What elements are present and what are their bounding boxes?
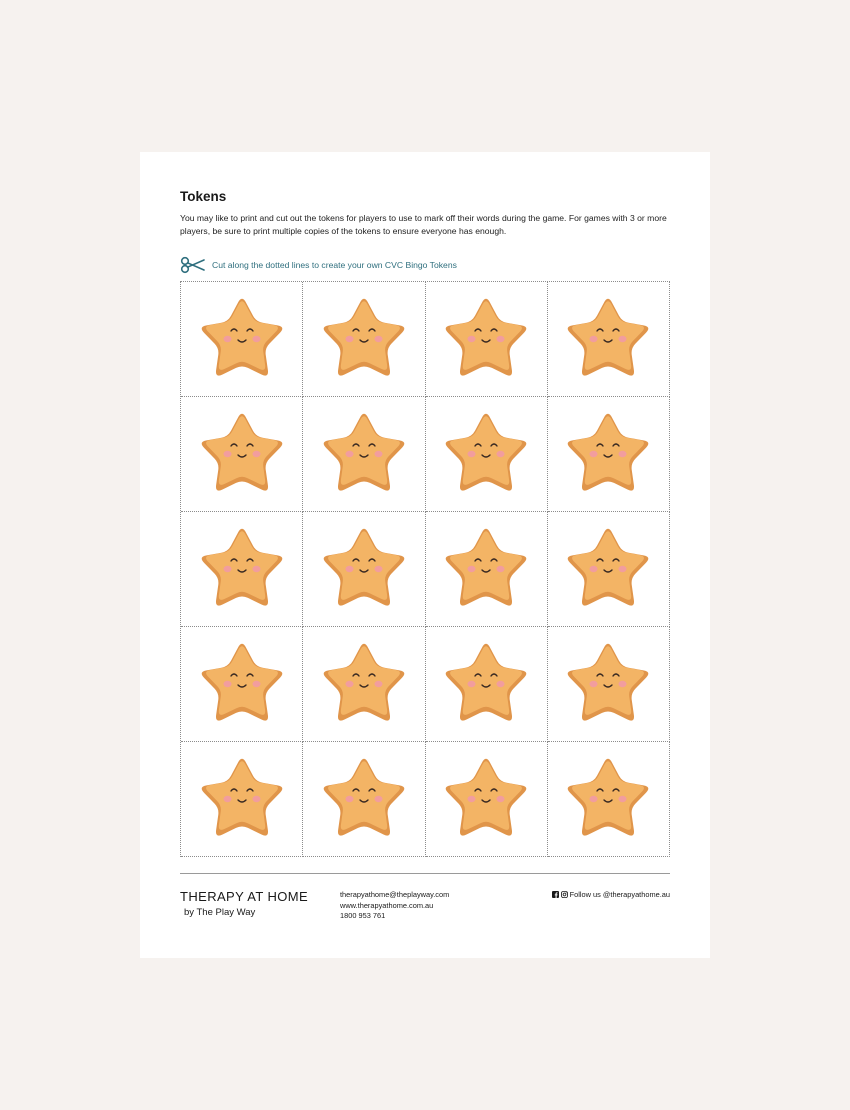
smiling-star-icon: [560, 754, 656, 844]
token-grid: [180, 281, 670, 857]
contact-phone: 1800 953 761: [340, 911, 386, 920]
token-cell: [181, 397, 303, 512]
token-cell: [548, 627, 670, 742]
token-cell: [426, 627, 548, 742]
intro-text: You may like to print and cut out the tokens for players to use to mark off their words during the game. For games with 3 or more players, be sure to print multiple copies of the tokens to ensure everyone has enough.: [180, 213, 667, 236]
footer-divider: [180, 873, 670, 874]
token-cell: [548, 512, 670, 627]
smiling-star-icon: [316, 294, 412, 384]
contact-email: therapyathome@theplayway.com: [340, 890, 450, 899]
social-handle: Follow us @therapyathome.au: [569, 890, 670, 899]
token-cell: [303, 627, 425, 742]
token-cell: [426, 742, 548, 857]
contact-details: [340, 890, 449, 922]
smiling-star-icon: [560, 524, 656, 614]
instagram-icon: [561, 891, 568, 898]
smiling-star-icon: [438, 754, 534, 844]
scissors-icon: [180, 256, 206, 274]
smiling-star-icon: [438, 639, 534, 729]
token-cell: [181, 627, 303, 742]
smiling-star-icon: [560, 409, 656, 499]
smiling-star-icon: [438, 294, 534, 384]
smiling-star-icon: [194, 639, 290, 729]
smiling-star-icon: [560, 294, 656, 384]
token-cell: [548, 397, 670, 512]
token-cell: [303, 512, 425, 627]
cut-instruction: [180, 256, 457, 274]
smiling-star-icon: [194, 294, 290, 384]
smiling-star-icon: [438, 524, 534, 614]
token-cell: [181, 282, 303, 397]
token-cell: [181, 742, 303, 857]
smiling-star-icon: [560, 639, 656, 729]
smiling-star-icon: [316, 639, 412, 729]
smiling-star-icon: [438, 409, 534, 499]
smiling-star-icon: [316, 409, 412, 499]
token-cell: [548, 282, 670, 397]
token-cell: [426, 512, 548, 627]
cut-instruction-text: Cut along the dotted lines to create your own CVC Bingo Tokens: [212, 260, 457, 270]
token-cell: [426, 397, 548, 512]
token-cell: [426, 282, 548, 397]
brand-logo: [180, 889, 308, 918]
smiling-star-icon: [316, 524, 412, 614]
token-cell: [303, 397, 425, 512]
smiling-star-icon: [194, 754, 290, 844]
worksheet-page: [140, 152, 710, 958]
brand-tagline: by The Play Way: [184, 907, 256, 918]
brand-name: THERAPY AT HOME: [180, 889, 309, 904]
smiling-star-icon: [194, 524, 290, 614]
token-cell: [303, 282, 425, 397]
token-cell: [181, 512, 303, 627]
token-cell: [548, 742, 670, 857]
smiling-star-icon: [316, 754, 412, 844]
page-title: Tokens: [180, 189, 227, 204]
smiling-star-icon: [194, 409, 290, 499]
token-cell: [303, 742, 425, 857]
contact-website: www.therapyathome.com.au: [340, 900, 434, 910]
facebook-icon: [552, 891, 559, 898]
social-follow: [552, 890, 670, 899]
